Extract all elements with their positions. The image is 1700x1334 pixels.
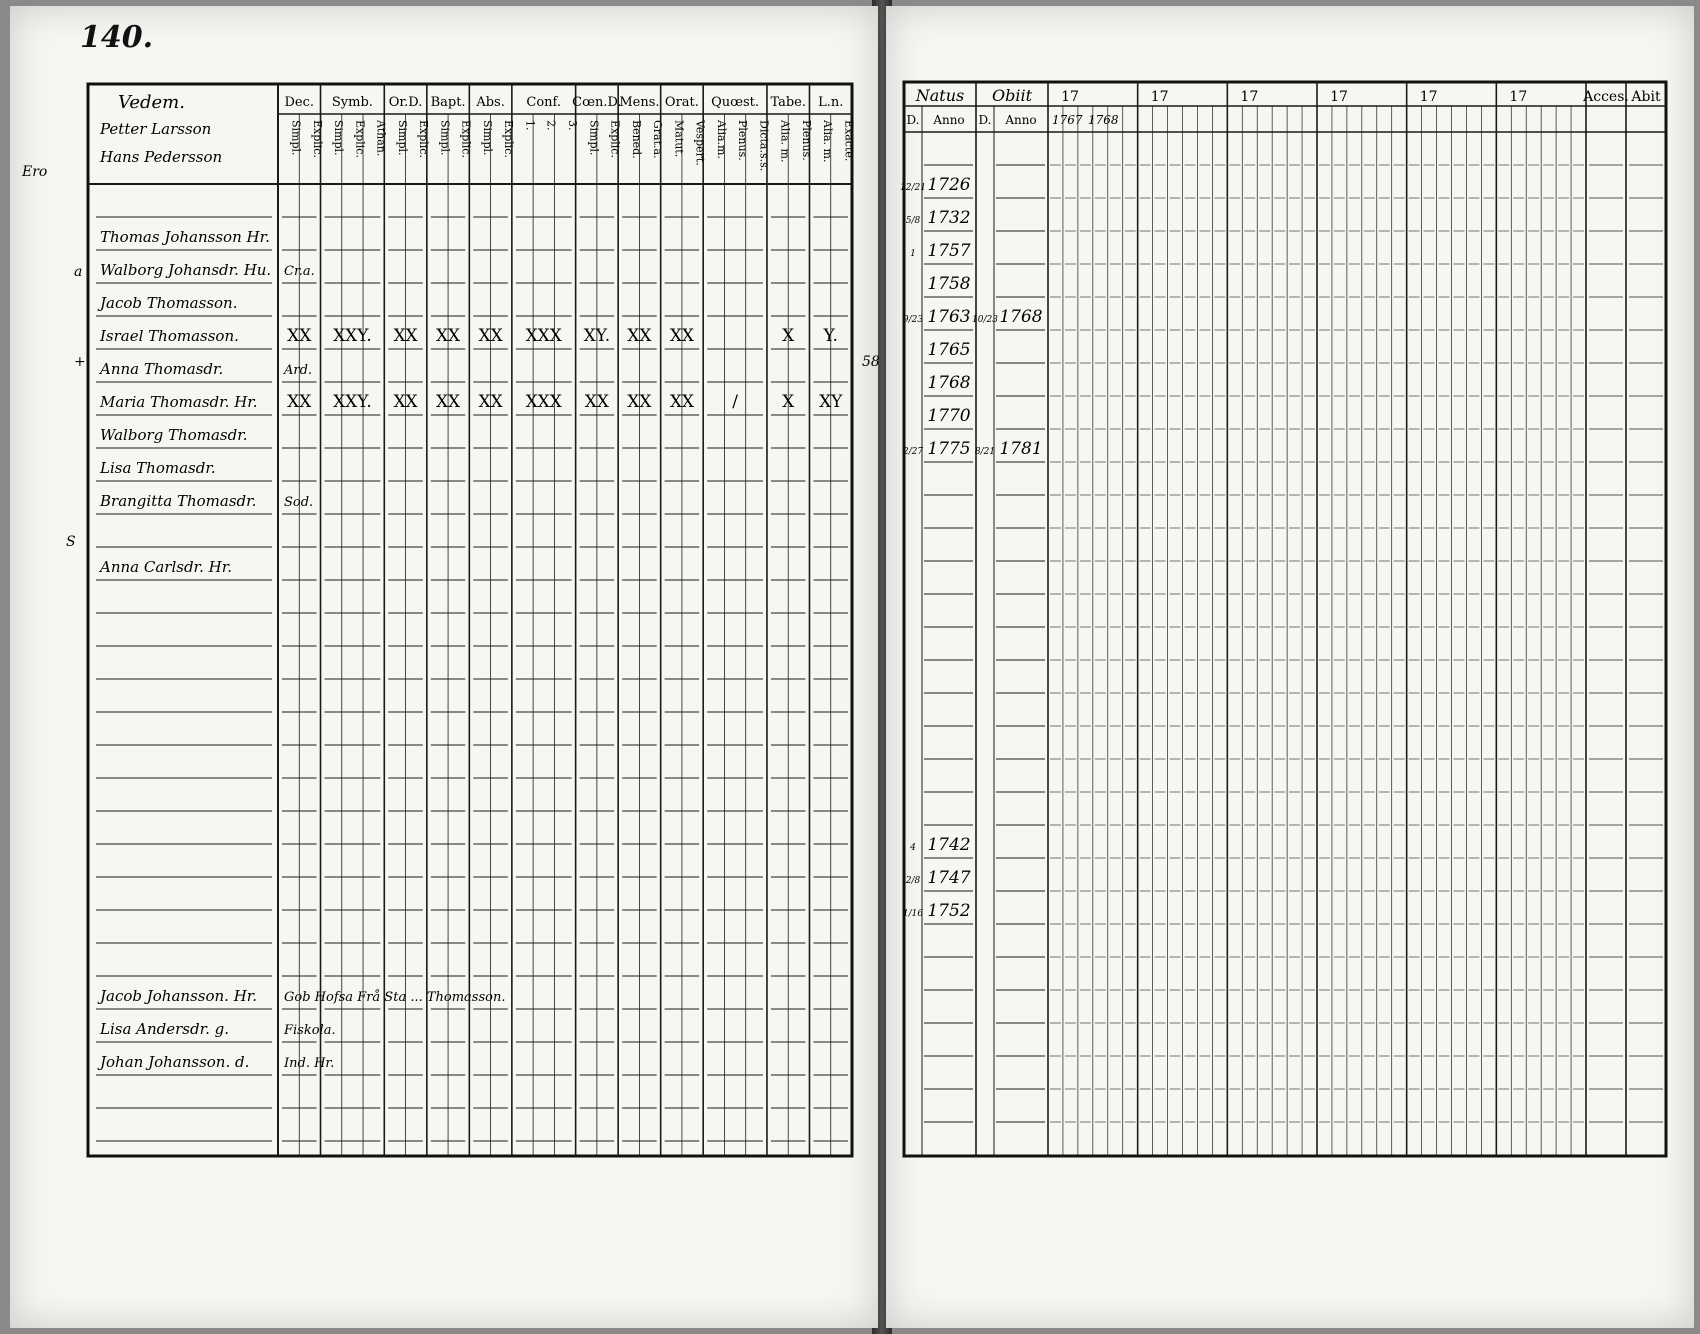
column-group-label: Symb. — [331, 95, 373, 110]
catechism-mark: XX — [287, 392, 312, 412]
sub-column-label: Alia. m. — [778, 120, 792, 163]
left-page — [10, 6, 878, 1328]
column-group-label: Cœn.D. — [572, 95, 622, 110]
column-group-label: L.n. — [818, 95, 844, 110]
column-header: 17 — [1509, 89, 1528, 105]
natus-year: 1770 — [927, 406, 971, 426]
sub-column-label: Vespert. — [693, 120, 707, 166]
year-entry: 1768 — [1088, 113, 1119, 127]
column-group-label: Dec. — [284, 95, 315, 110]
natus-day: 5/8 — [905, 216, 921, 226]
natus-year: 1732 — [927, 208, 971, 228]
catechism-mark: XX — [627, 392, 652, 412]
column-group-label: Bapt. — [430, 95, 466, 110]
sub-column-label: Simpl. — [438, 120, 452, 156]
sub-column-label: Explic. — [608, 120, 622, 158]
natus-year: 1758 — [927, 274, 971, 294]
year-entry: 1767 — [1052, 113, 1083, 127]
obiit-day: 8/21 — [974, 447, 996, 457]
sub-column-label: Alia.m. — [714, 120, 728, 159]
natus-year: 1763 — [927, 307, 971, 327]
obiit-day: 10/23 — [972, 315, 998, 325]
ledger-header-note: Vedem. — [118, 92, 185, 113]
natus-year: 1742 — [927, 835, 971, 855]
sub-column-label: Explic. — [310, 120, 324, 158]
catechism-mark: XX — [584, 392, 609, 412]
sub-column-label: Grat.a. — [651, 120, 665, 159]
sub-column-label: Simpl. — [587, 120, 601, 156]
person-name: Jacob Thomasson. — [100, 294, 238, 312]
catechism-mark: XX — [393, 392, 418, 412]
person-name: Lisa Andersdr. g. — [100, 1020, 230, 1038]
catechism-mark: XX — [478, 392, 503, 412]
natus-day: 4 — [910, 843, 916, 853]
table-border — [904, 82, 1666, 1156]
person-name: Lisa Thomasdr. — [100, 459, 216, 477]
left-ledger-table — [10, 6, 878, 1328]
natus-day: 1 — [910, 249, 916, 259]
person-name: Anna Thomasdr. — [100, 360, 224, 378]
column-group-label: Conf. — [526, 95, 562, 110]
catechism-mark: XX — [435, 326, 461, 346]
margin-note: Ero — [22, 164, 48, 180]
natus-year: 1768 — [927, 373, 971, 393]
sub-column-label: Explic. — [459, 120, 473, 158]
annotation-note: Ard. — [284, 363, 313, 378]
natus-year: 1726 — [927, 175, 971, 195]
sub-column-label: Simpl. — [332, 120, 346, 156]
catechism-mark: XY — [819, 392, 843, 412]
obiit-year: 1781 — [999, 439, 1043, 459]
sub-column-label: Plenus. — [736, 120, 750, 161]
catechism-mark: XX — [287, 326, 312, 346]
catechism-mark: XX — [393, 326, 418, 346]
column-group-label: Orat. — [664, 95, 699, 110]
annotation-note: Fiskola. — [284, 1023, 336, 1038]
person-name: Walborg Johansdr. Hu. — [100, 261, 272, 279]
catechism-mark: XY. — [583, 326, 611, 346]
margin-note: a — [74, 264, 83, 280]
column-group-label: Tabe. — [770, 95, 807, 110]
sub-column-label: Bened. — [629, 120, 643, 159]
natus-day: 1/16 — [902, 909, 924, 919]
obiit-year: 1768 — [999, 307, 1043, 327]
margin-note: S — [66, 534, 76, 550]
right-ledger-table — [886, 6, 1694, 1328]
person-name: Johan Johansson. d. — [100, 1053, 250, 1071]
annotation-note: Cr.a. — [284, 264, 315, 279]
column-header: Obiit — [991, 86, 1033, 105]
catechism-mark: / — [732, 392, 738, 412]
sub-column-label: Dicta.s.s. — [757, 120, 771, 172]
sub-column-label: 2. — [544, 120, 558, 131]
sub-column-label: Explic. — [502, 120, 516, 158]
catechism-mark: XX — [627, 326, 652, 346]
sub-column-label: Explic. — [417, 120, 431, 158]
column-group-label: Quœst. — [711, 95, 760, 110]
person-name: Walborg Thomasdr. — [100, 426, 248, 444]
catechism-mark: XXY. — [333, 392, 372, 412]
margin-note: + — [74, 354, 86, 370]
sub-column-label: Simpl. — [480, 120, 494, 156]
sub-column-label: Plenus. — [799, 120, 813, 161]
sub-column-label: Alia. m. — [821, 120, 835, 163]
sub-column-label: Simpl. — [289, 120, 303, 156]
natus-year: 1765 — [927, 340, 971, 360]
sub-column-label: Explic. — [353, 120, 367, 158]
person-name: Thomas Johansson Hr. — [100, 228, 270, 246]
column-header: 17 — [1061, 89, 1079, 105]
natus-year: 1757 — [927, 241, 971, 261]
person-name: Hans Pedersson — [100, 148, 223, 166]
natus-year: 1747 — [927, 868, 971, 888]
column-group-label: Abs. — [476, 95, 505, 110]
sub-column-header: Anno — [1005, 113, 1037, 127]
catechism-mark: Y. — [823, 326, 838, 346]
column-header: 17 — [1419, 89, 1438, 105]
person-name: Petter Larsson — [100, 120, 212, 138]
catechism-mark: XXX — [525, 326, 562, 346]
sub-column-header: D. — [978, 113, 992, 127]
natus-day: 9/23 — [902, 315, 924, 325]
column-group-label: Or.D. — [388, 95, 423, 110]
catechism-mark: XX — [435, 392, 461, 412]
catechism-mark: XXY. — [333, 326, 372, 346]
column-header: 17 — [1150, 89, 1169, 105]
right-page — [886, 6, 1694, 1328]
catechism-mark: XX — [669, 392, 695, 412]
person-name: Jacob Johansson. Hr. — [100, 987, 258, 1005]
person-name: Israel Thomasson. — [100, 327, 239, 345]
catechism-mark: X — [782, 392, 795, 412]
person-name: Anna Carlsdr. Hr. — [100, 558, 232, 576]
sub-column-label: Simpl. — [395, 120, 409, 156]
sub-column-label: Matut. — [672, 120, 686, 158]
column-header: Natus — [915, 86, 965, 105]
sub-column-label: 1. — [523, 120, 537, 131]
catechism-mark: X — [782, 326, 795, 346]
catechism-mark: XX — [478, 326, 503, 346]
column-header: 17 — [1240, 89, 1259, 105]
sub-column-header: Anno — [933, 113, 965, 127]
catechism-mark: XX — [669, 326, 695, 346]
page-number: 140. — [80, 20, 154, 55]
annotation-note: Gob Hofsa Frå Sta ... Thomasson. — [284, 990, 506, 1005]
natus-day: 2/8 — [905, 876, 921, 886]
natus-year: 1752 — [927, 901, 971, 921]
column-header: Abit — [1631, 89, 1661, 105]
natus-day: 2/27 — [902, 447, 924, 457]
column-header: Acces. — [1583, 89, 1629, 105]
natus-day: 12/21 — [900, 183, 926, 193]
person-name: Brangitta Thomasdr. — [100, 492, 257, 510]
margin-note: 58 — [862, 354, 880, 370]
sub-column-label: 3. — [566, 120, 579, 131]
person-name: Maria Thomasdr. Hr. — [100, 393, 258, 411]
annotation-note: Ind. Hr. — [284, 1056, 335, 1071]
column-header: 17 — [1330, 89, 1348, 105]
sub-column-header: D. — [906, 113, 920, 127]
sub-column-label: Exacte. — [842, 120, 856, 162]
column-group-label: Mens. — [619, 95, 660, 110]
catechism-mark: XXX — [525, 392, 562, 412]
natus-year: 1775 — [927, 439, 971, 459]
sub-column-label: Athan. — [374, 120, 388, 157]
annotation-note: Sod. — [284, 495, 314, 510]
